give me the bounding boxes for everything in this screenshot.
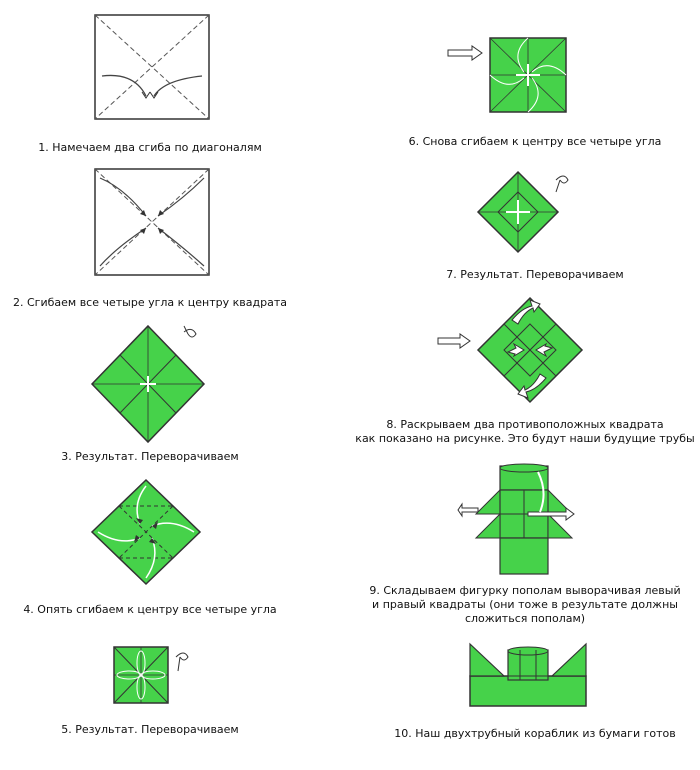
step-7-caption: 7. Результат. Переворачиваем (446, 268, 624, 281)
step-9-caption (350, 584, 700, 626)
step-2-diagram (94, 168, 210, 276)
step-4-diagram (88, 478, 208, 588)
step-3-caption: 3. Результат. Переворачиваем (61, 450, 239, 463)
step-8-caption-line-1: 8. Раскрываем два противоположных квадрата (386, 418, 664, 431)
step-9-caption-line-2: и правый квадраты (они тоже в результате должны (372, 598, 678, 611)
step-4-caption: 4. Опять сгибаем к центру все четыре угла (23, 603, 277, 616)
step-9-caption-line-3: сложиться пополам) (464, 612, 586, 625)
step-6-diagram (444, 34, 584, 116)
step-10-diagram (466, 640, 592, 708)
step-3-diagram (88, 322, 218, 448)
step-9-caption-line-1: 9. Складываем фигурку пополам выворачивая левый (369, 584, 681, 597)
step-10-caption: 10. Наш двухтрубный кораблик из бумаги готов (394, 727, 676, 740)
step-7-diagram (474, 170, 584, 254)
step-9-diagram (458, 462, 588, 578)
step-8-caption-line-2: как показано на рисунке. Это будут наши будущие трубы (355, 432, 695, 445)
step-8-caption (350, 418, 700, 446)
step-8-diagram (436, 294, 586, 408)
step-2-caption: 2. Сгибаем все четыре угла к центру квадрата (13, 296, 287, 309)
step-1-diagram (94, 14, 210, 120)
step-5-diagram (112, 643, 202, 709)
step-5-caption: 5. Результат. Переворачиваем (61, 723, 239, 736)
step-1-caption: 1. Намечаем два сгиба по диагоналям (38, 141, 262, 154)
step-6-caption: 6. Снова сгибаем к центру все четыре угла (408, 135, 662, 148)
